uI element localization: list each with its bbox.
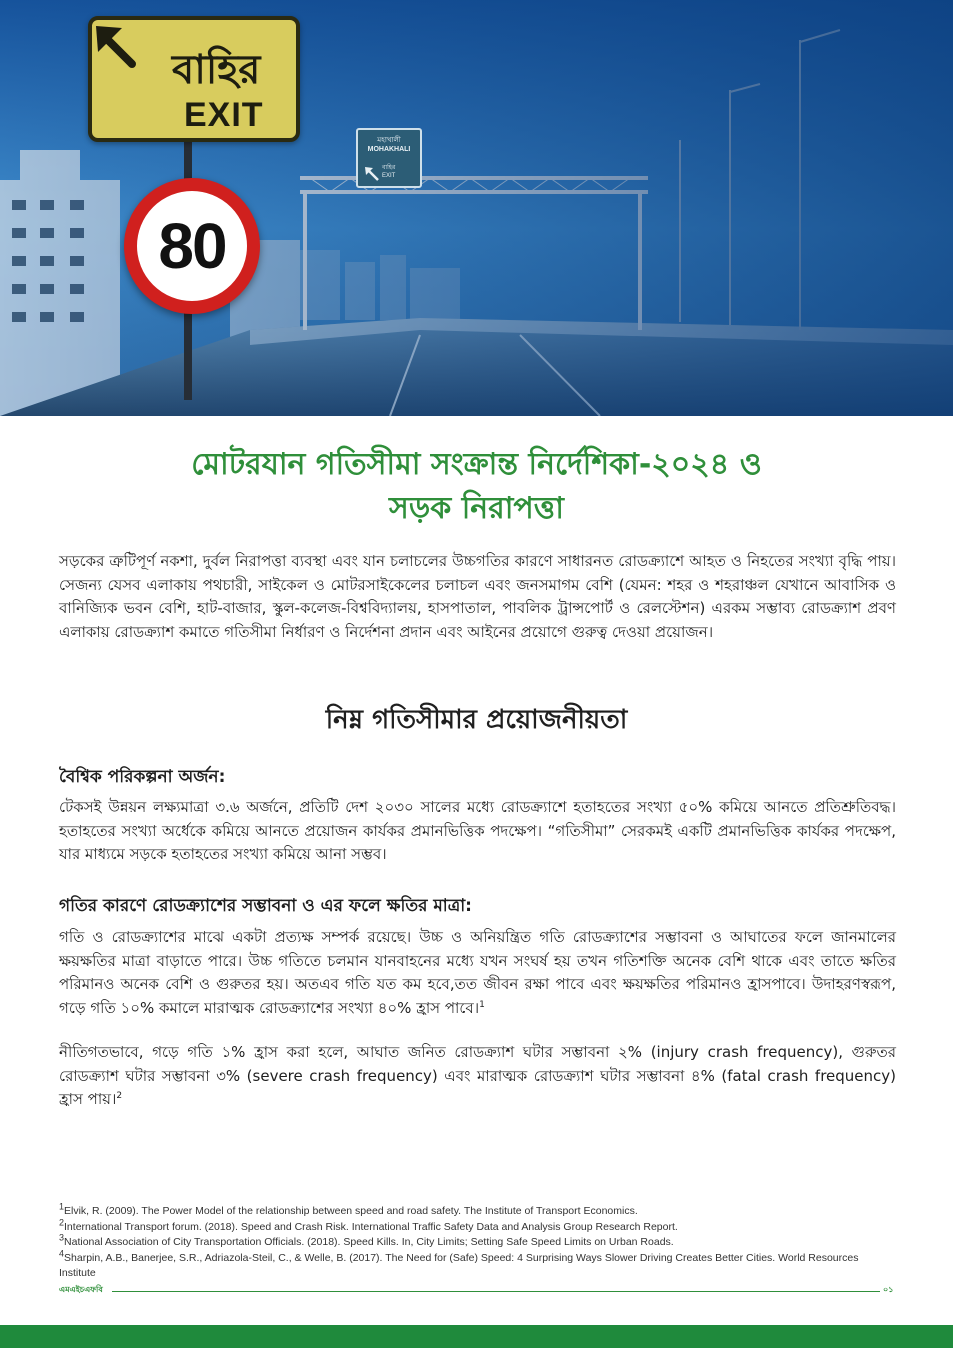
footer-org-name: এমএইচএফবি [59,1285,103,1294]
gantry-sign [356,128,422,188]
body-policy-text: নীতিগতভাবে, গড়ে গতি ১% হ্রাস করা হলে, আঘাত জনিত রোডক্র্যাশ ঘটার সম্ভাবনা ২% (injury crash frequency), গুরুতর রোডক্র্যাশ ঘটার সম্ভাবনা ৩% (severe crash frequency) এবং মারাত্মক রোডক্র্যাশ ঘটার সম্ভাবনা ৪% (fatal crash frequency) হ্রাস পায়। [59,1043,896,1108]
footnote-text: Sharpin, A.B., Banerjee, S.R., Adriazola-Steil, C., & Welle, B. (2017). The Need for (Safe) Speed: 4 Surprising Ways Slower Driving Creates Better Cities. World Resources Institute [59,1251,859,1279]
gantry-arrow-icon [364,166,380,182]
exit-sign-en-label: EXIT [184,96,264,134]
footnotes [59,1201,859,1282]
footnote-text: International Transport forum. (2018). Speed and Crash Risk. International Traffic Safety Data and Analysis Group Research Report. [64,1220,678,1233]
footnote-item [59,1201,859,1220]
exit-sign [88,16,300,142]
footnote-number: 4 [59,1248,65,1258]
heading-speed-crash-risk: গতির কারণে রোডক্র্যাশের সম্ভাবনা ও এর ফলে ক্ষতির মাত্রা: [59,896,472,916]
heading-global-plan: বৈশ্বিক পরিকল্পনা অর্জন: [59,767,226,787]
page-title-line1: মোটরযান গতিসীমা সংক্রান্ত নির্দেশিকা-২০২৪ ও [191,447,762,482]
footer-divider [112,1291,880,1292]
footnote-number: 3 [59,1232,65,1243]
body-speed-crash-risk-text: গতি ও রোডক্র্যাশের মাঝে একটা প্রত্যক্ষ সম্পর্ক রয়েছে। উচ্চ ও অনিয়ন্ত্রিত গতি রোডক্র্যাশের সম্ভাবনা ও আঘাতের ফলে জানমালের ক্ষয়ক্ষতির মাত্রা বাড়াতে পারে। উচ্চ গতিতে চলমান যানবাহনের মধ্যে যখন সংঘর্ষ হয় তখন গতিশক্তি অনেক বেশি থাকে এবং তাতে ক্ষতির পরিমানও অনেক বেশি ও গুরুতর হয়। অতএব গতি যত কম হবে,তত জীবন রক্ষা পাবে এবং ক্ষয়ক্ষতির পরিমানও হ্রাসপাবে। উদাহরণস্বরূপ, গড়ে গতি ১০% কমালে মারাত্মক রোডক্র্যাশের সংখ্যা ৪০% হ্রাস পাবে। [59,928,896,1017]
gantry-exit-bn: বাহির [382,165,396,171]
footnote-text: National Association of City Transportation Officials. (2018). Speed Kills. In, City Limits; Setting Safe Speed Limits on Urban Roads. [64,1236,674,1248]
gantry-sign-bn: মহাখালী [377,137,401,144]
body-speed-crash-risk [59,926,896,1020]
exit-sign-bn-label: বাহির [172,47,261,93]
footnote-item [59,1248,859,1282]
gantry-sign-en: MOHAKHALI [367,146,411,153]
footnote-ref-2: 2 [116,1091,123,1101]
hero-image [0,0,953,416]
footnote-item [59,1232,859,1251]
intro-paragraph: সড়কের ত্রুটিপূর্ণ নকশা, দুর্বল নিরাপত্তা ব্যবস্থা এবং যান চলাচলের উচ্চগতির কারণে সাধারনত রোডক্র্যাশে আহত ও নিহতের সংখ্যা বৃদ্ধি পায়। সেজন্য যেসব এলাকায় পথচারী, সাইকেল ও মোটরসাইকেলের চলাচল এবং জনসমাগম বেশি (যেমন: শহর ও শহরাঞ্চল যেখানে আবাসিক ও বানিজ্যিক ভবন বেশি, হাট-বাজার, স্কুল-কলেজ-বিশ্ববিদ্যালয়, হাসপাতাল, পাবলিক ট্রান্সপোর্ট ও রেলস্টেশন) এরকম সম্ভাব্য রোডক্র্যাশ প্রবণ এলাকায় রোডক্র্যাশ কমাতে গতিসীমা নির্ধারণ ও নির্দেশনা প্রদান এবং আইনের প্রয়োগে গুরুত্ব দেওয়া প্রয়োজন। [59,552,896,641]
body-global-plan: টেকসই উন্নয়ন লক্ষ্যমাত্রা ৩.৬ অর্জনে, প্রতিটি দেশ ২০৩০ সালের মধ্যে রোডক্র্যাশে হতাহতের সংখ্যা ৫০% কমিয়ে আনতে প্রতিশ্রুতিবদ্ধ। হতাহতের সংখ্যা অর্ধেকে কমিয়ে আনতে প্রয়োজন কার্যকর প্রমানভিত্তিক পদক্ষেপ। “গতিসীমা” সেরকমই একটি প্রমানভিত্তিক কার্যকর পদক্ষেপ, যার মাধ্যমে সড়কে হতাহতের সংখ্যা কমিয়ে আনা সম্ভব। [59,798,896,863]
page-number: ০১ [883,1285,894,1294]
speed-limit-sign [124,178,260,314]
footnote-number: 1 [59,1201,65,1212]
footnote-ref-1: 1 [479,999,485,1010]
speed-limit-value: 80 [158,210,226,282]
footnote-text: Elvik, R. (2009). The Power Model of the relationship between speed and road safety. The Institute of Transport Economics. [64,1205,638,1217]
section-title: নিম্ন গতিসীমার প্রয়োজনীয়তা [325,705,628,735]
footnote-number: 2 [59,1217,65,1227]
arrow-up-left-icon [92,20,142,70]
footnote-item [59,1217,859,1236]
footer-bar [0,1325,953,1348]
gantry-exit-en: EXIT [382,173,396,179]
body-policy [59,1041,896,1112]
page-title-line2: সড়ক নিরাপত্তা [389,491,564,526]
